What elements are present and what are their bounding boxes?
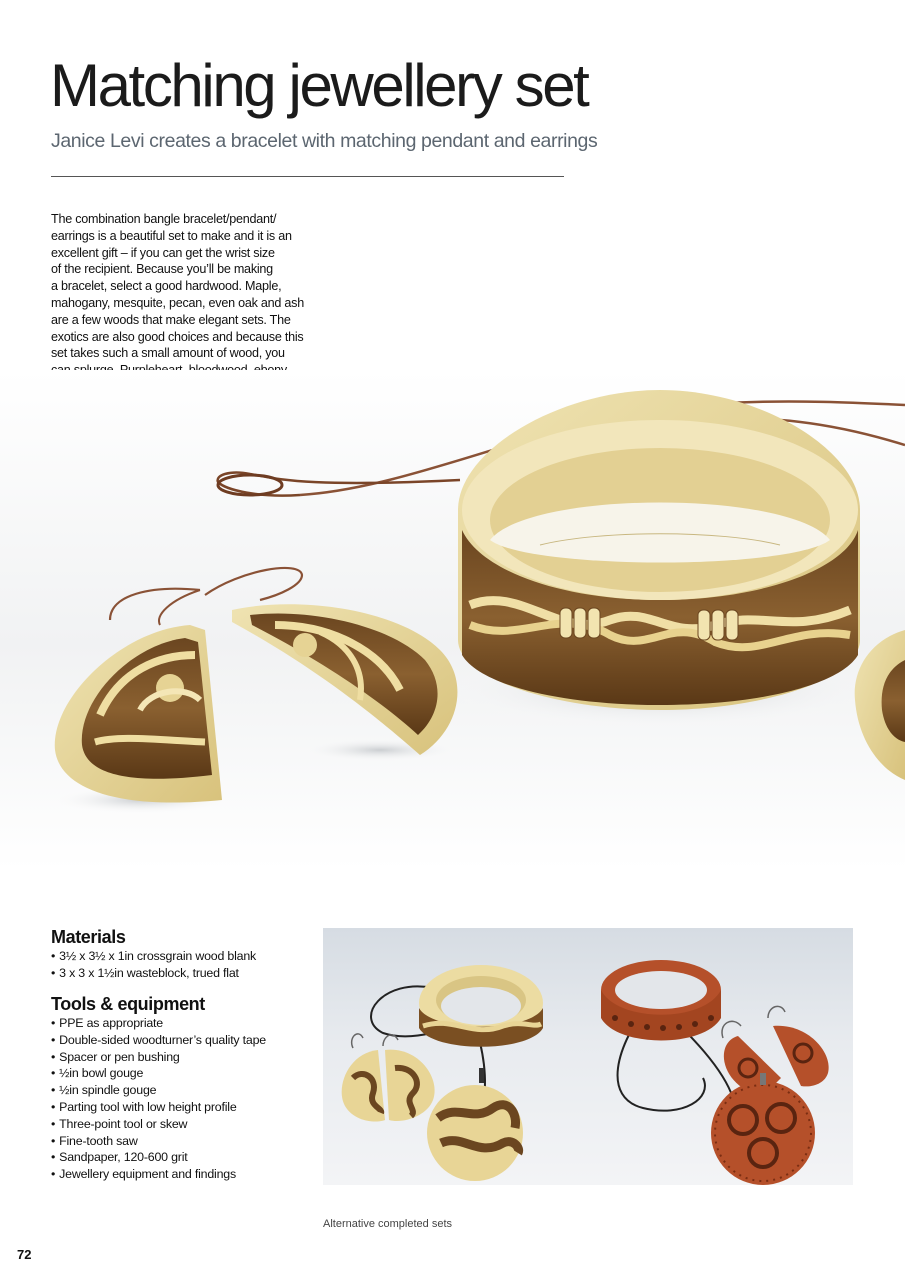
intro-line: a bracelet, select a good hardwood. Maple, [51, 279, 282, 294]
title-divider [51, 176, 564, 177]
list-item: • 3½ x 3½ x 1in crossgrain wood blank [51, 948, 256, 965]
list-item: • Fine-tooth saw [51, 1133, 266, 1150]
list-item: • ½in spindle gouge [51, 1082, 266, 1099]
materials-heading: Materials [51, 927, 126, 947]
intro-line: of the recipient. Because you’ll be making [51, 262, 273, 277]
intro-line: are a few woods that make elegant sets. The [51, 312, 291, 327]
intro-line: mahogany, mesquite, pecan, even oak and ash [51, 295, 304, 310]
light-bangle [419, 965, 543, 1047]
tools-heading: Tools & equipment [51, 994, 205, 1014]
intro-line: The combination bangle bracelet/pendant/ [51, 212, 277, 226]
hero-photo-bangle-and-earrings [0, 370, 905, 870]
list-item: • PPE as appropriate [51, 1015, 266, 1032]
red-pendant [711, 1073, 815, 1185]
intro-paragraph [51, 211, 313, 396]
alternative-sets-illustration [323, 928, 853, 1185]
light-earrings [342, 1050, 435, 1122]
page-number: 72 [17, 1247, 32, 1262]
list-item: • Sandpaper, 120-600 grit [51, 1149, 266, 1166]
article-subtitle: Janice Levi creates a bracelet with matching pendant and earrings [51, 130, 598, 152]
list-item: • Three-point tool or skew [51, 1116, 266, 1133]
photo-alternative-sets [323, 928, 853, 1185]
tools-list [51, 1015, 266, 1183]
intro-line: excellent gift – if you can get the wrist size [51, 245, 275, 260]
article-title: Matching jewellery set [50, 52, 588, 119]
list-item: • ½in bowl gouge [51, 1065, 266, 1082]
intro-line: set takes such a small amount of wood, you [51, 346, 285, 361]
bangle-bracelet [458, 390, 860, 710]
list-item: • Double-sided woodturner’s quality tape [51, 1032, 266, 1049]
intro-line: earrings is a beautiful set to make and it is an [51, 228, 292, 243]
intro-line: exotics are also good choices and because this [51, 329, 304, 344]
list-item: • Spacer or pen bushing [51, 1049, 266, 1066]
list-item: • 3 x 3 x 1½in wasteblock, trued flat [51, 965, 256, 982]
materials-list [51, 948, 256, 982]
hero-illustration [0, 370, 905, 870]
red-bangle [601, 960, 721, 1041]
list-item: • Jewellery equipment and findings [51, 1166, 266, 1183]
light-pendant [427, 1068, 523, 1181]
list-item: • Parting tool with low height profile [51, 1099, 266, 1116]
photo-caption: Alternative completed sets [323, 1218, 453, 1230]
